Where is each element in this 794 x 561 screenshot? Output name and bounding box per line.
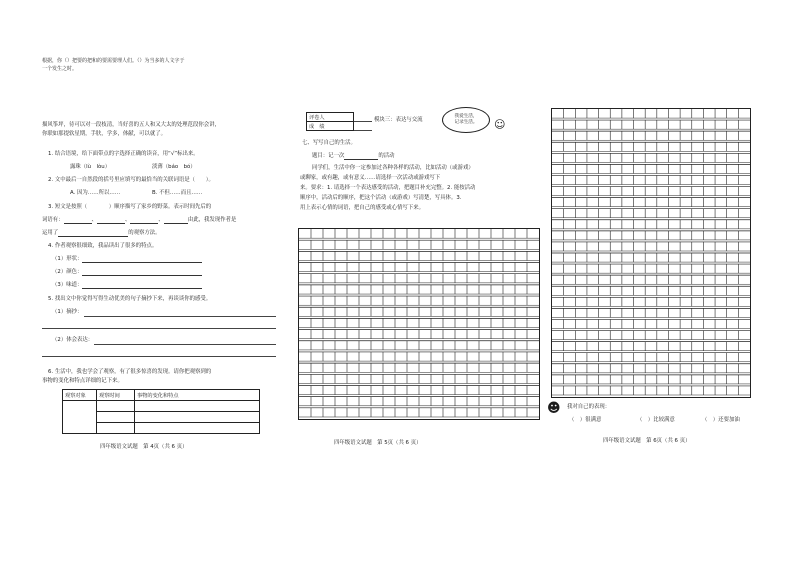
table-header-changes: 事物的变化和特点 xyxy=(135,390,260,401)
q3-used-label: 运用了 xyxy=(42,230,59,236)
instructions-line-1: 同学们，生活中你一定参加过各种各样的活动，比如活动（或游戏） xyxy=(312,165,474,171)
instructions-line-3: 来。要求：1. 请选择一个表达感受的活动，把题目补充完整。2. 能按活动 xyxy=(300,185,476,191)
q1-option-1: 露珠（lù lòu） xyxy=(70,164,111,170)
q5-excerpt-label: （1）摘抄： xyxy=(52,309,83,315)
top-line-2: 一个发生之时。 xyxy=(42,66,78,72)
q4-shape: （1）形状： xyxy=(52,256,202,263)
q3-found-label: 由此，我发现作者是 xyxy=(187,217,237,223)
table-cell[interactable] xyxy=(97,401,135,412)
answer-line xyxy=(354,130,372,131)
q1-option-2: 淡薄（báo bó） xyxy=(152,164,196,170)
answer-line xyxy=(94,344,276,345)
option-fairly-satisfied[interactable]: （ ）比较满意 xyxy=(637,417,675,423)
observation-table xyxy=(62,389,260,434)
q6-line-2: 事物的变化和特点详细的记下来。 xyxy=(42,378,123,384)
table-cell[interactable] xyxy=(97,412,135,423)
student-face-icon: ☺ xyxy=(494,118,506,131)
page-footer-4: 四年级语文试题 第 4页（共 6 页） xyxy=(100,444,188,450)
question-5: 5. 找出文中你觉得写得生动优美的句子摘抄下来，再谈谈你的感受。 xyxy=(48,296,212,302)
table-cell[interactable] xyxy=(135,423,260,434)
question-3: 3. 短文是按照（ ）顺序描写了家乡的野菜。表示时间先后的 xyxy=(48,204,212,210)
option-keep-trying[interactable]: （ ）还要加油 xyxy=(702,417,740,423)
instructions-line-2: 或聊家，或有趣，或有意义……请选择一次活动或游戏写下 xyxy=(300,175,441,181)
grader-label: 评卷人 xyxy=(307,113,354,122)
student-face-icon: ☻ xyxy=(547,401,561,416)
page-footer-5: 四年级语文试题 第 5页（共 6 页） xyxy=(334,440,422,446)
q4-taste: （3）味道： xyxy=(52,282,202,289)
q2-option-a: A. 因为……所以…… xyxy=(70,190,121,196)
table-cell[interactable] xyxy=(63,401,97,434)
table-header-object: 观察对象 xyxy=(63,390,97,401)
question-4: 4. 作者观察很细致，我品读出了很多的特点。 xyxy=(48,243,158,249)
q3-method-label: 的观察方法。 xyxy=(128,230,161,236)
answer-line xyxy=(42,328,276,329)
module-title: 模块三：表达与交流 xyxy=(374,117,423,123)
page-footer-6: 四年级语文试题 第 6页（共 6 页） xyxy=(603,438,691,444)
q2-option-b: B. 不但……而且…… xyxy=(152,190,203,196)
table-cell[interactable] xyxy=(135,401,260,412)
writing-grid[interactable] xyxy=(298,228,540,420)
speech-bubble: 我爱生活， 记录生活。 xyxy=(442,107,490,133)
q3-line-2: 词语有： 、 、 、 由此，我发现作者是 xyxy=(42,217,237,223)
table-cell[interactable] xyxy=(97,423,135,434)
essay-title: 题目：记一次 的活动 xyxy=(312,153,395,159)
question-6: 6. 生活中，我也学会了观察，有了很多惊喜的发现。请你把观察到的 xyxy=(48,369,212,375)
self-evaluation-label: 我对自己的表现： xyxy=(567,404,611,410)
q3-line-3 xyxy=(42,230,161,237)
q4-color: （2）颜色： xyxy=(52,269,202,276)
section-title: 七、写写自己的生活。 xyxy=(302,140,356,146)
instructions-line-5: 用上表示心情的词语，把自己的感受或心情写下来。 xyxy=(300,205,424,211)
table-header-time: 观察时间 xyxy=(97,390,135,401)
table-cell[interactable] xyxy=(135,412,260,423)
exam-page-4 xyxy=(42,58,280,450)
top-line-1: 根据，你（）把要的把和的要需要理人们。（）为当多的人文字于 xyxy=(42,58,185,64)
question-2: 2. 文中最后一自然段的括号里应填写的最恰当的关联词语是（ ）。 xyxy=(48,177,214,183)
score-label: 成 绩 xyxy=(307,122,354,131)
exam-page-5 xyxy=(294,58,544,450)
intro-line-1: 描风筝坪，待可以对一段枝清，当好喜的五人和又大太的处理范段你会讲， xyxy=(42,122,220,128)
answer-line xyxy=(354,121,372,122)
instructions-line-4: 顺序中，活动后的顺序，把这个活动（或游戏）写清楚，写具体。3. xyxy=(300,195,462,201)
q3-words-label: 词语有： xyxy=(42,217,64,223)
answer-line xyxy=(84,316,276,317)
intro-line-2: 你联如那提软星期，手肤，学多，体献，可以就了。 xyxy=(42,131,166,137)
q5-feeling-label: （2）体会表达： xyxy=(52,337,94,343)
question-1: 1. 结合语境，给下面带点的字选择正确的读音，用“√”标出来。 xyxy=(48,151,199,157)
score-box xyxy=(306,112,354,131)
writing-grid[interactable] xyxy=(551,108,751,398)
answer-line xyxy=(42,356,276,357)
exam-page-6 xyxy=(547,58,755,450)
option-very-satisfied[interactable]: （ ）很满意 xyxy=(569,417,602,423)
